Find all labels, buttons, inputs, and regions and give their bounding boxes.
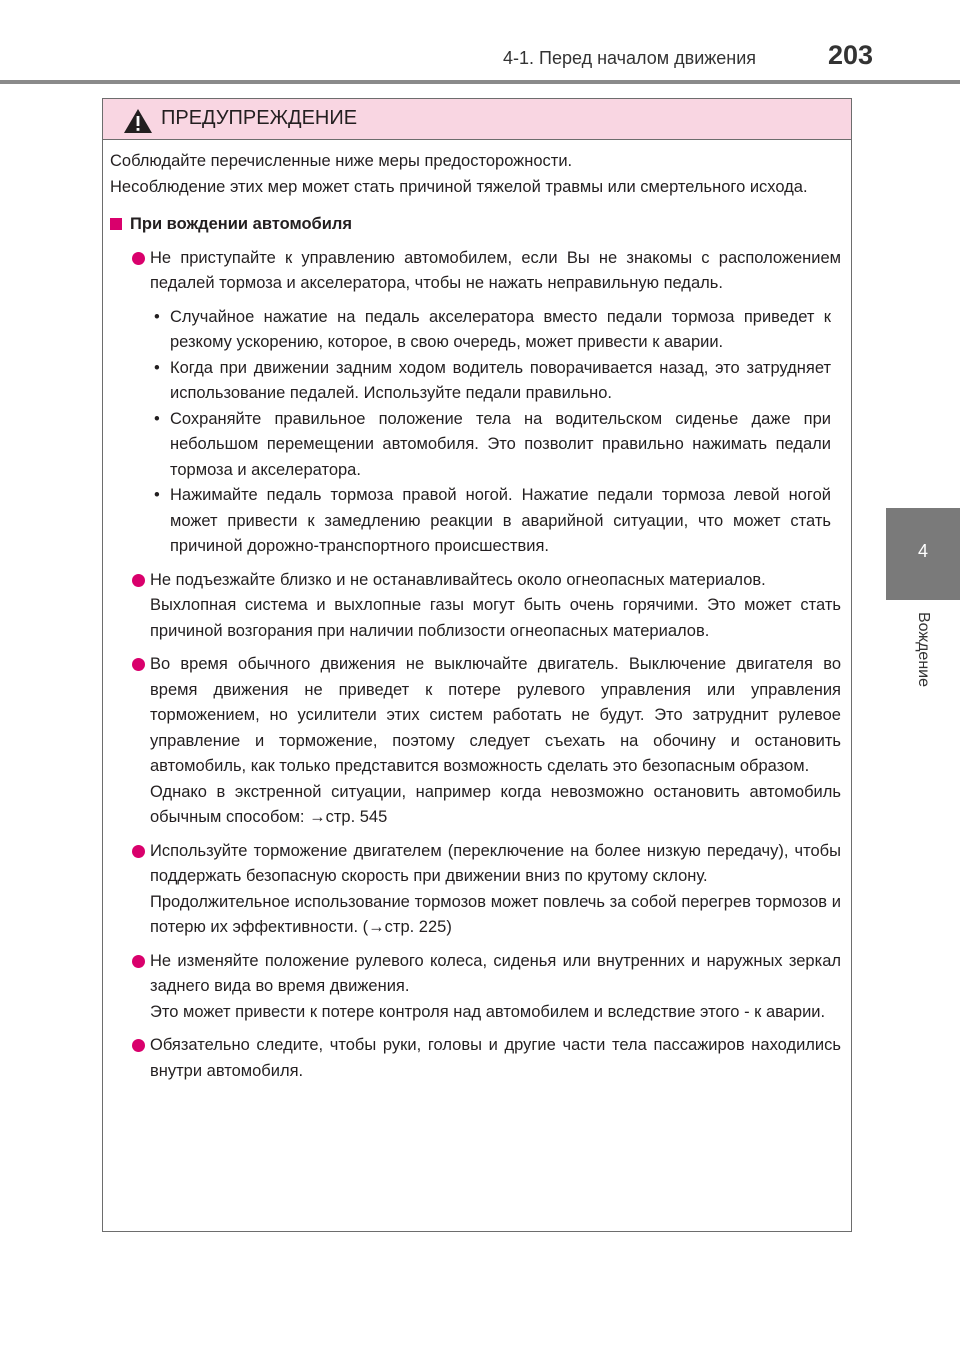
chapter-label: Вождение	[915, 612, 932, 687]
warning-item	[110, 568, 841, 645]
page-number: 203	[828, 40, 874, 70]
item-paragraph: Это может привести к потере контроля над автомобилем и вследствие этого - к аварии.	[150, 1002, 826, 1021]
sub-bullet: • Случайное нажатие на педаль акселератора вместо педали тормоза приведет к резкому ускорению, которое, в свою очередь, может привести к аварии.	[154, 307, 831, 351]
sub-bullet: • Сохраняйте правильное положение тела на водительском сиденье даже при небольшом перемещении автомобиля. Это позволит правильно нажимать педали тормоза и акселератора.	[154, 409, 831, 479]
item-paragraph: Однако в экстренной ситуации, например когда невозможно остановить автомобиль обычным способом: →стр. 545	[150, 782, 841, 826]
intro-line: Соблюдайте перечисленные ниже меры предосторожности.	[110, 152, 573, 170]
warning-item	[110, 652, 841, 831]
circle-bullet-icon	[132, 658, 145, 671]
warning-item	[110, 949, 841, 1026]
circle-bullet-icon	[132, 845, 145, 858]
intro-line: Несоблюдение этих мер может стать причиной тяжелой травмы или смертельного исхода.	[110, 177, 808, 196]
warning-item	[110, 246, 841, 560]
warning-box	[102, 98, 852, 1232]
square-bullet-icon	[110, 218, 122, 230]
item-paragraph: Не подъезжайте близко и не останавливайтесь около огнеопасных материалов.	[150, 570, 766, 589]
item-paragraph: Используйте торможение двигателем (переключение на более низкую передачу), чтобы поддержать безопасную скорость при движении вниз по крутому склону.	[150, 841, 841, 885]
section-title: 4-1. Перед началом движения	[503, 48, 757, 68]
item-paragraph: Обязательно следите, чтобы руки, головы и другие части тела пассажиров находились внутри автомобиля.	[150, 1036, 841, 1080]
section-heading	[110, 212, 841, 238]
warning-header	[103, 99, 851, 140]
circle-bullet-icon	[132, 1039, 145, 1052]
item-paragraph: Продолжительное использование тормозов может повлечь за собой перегрев тормозов и потерю их эффективности. (→стр. 225)	[150, 892, 841, 936]
circle-bullet-icon	[132, 574, 145, 587]
item-paragraph: Не приступайте к управлению автомобилем, если Вы не знакомы с расположением педалей тормоза и акселератора, чтобы не нажать неправильную педаль.	[150, 248, 841, 292]
header-divider	[0, 80, 960, 84]
sub-bullet-list	[150, 305, 841, 560]
circle-bullet-icon	[132, 252, 145, 265]
section-heading-text: При вождении автомобиля	[130, 215, 352, 233]
warning-title: ПРЕДУПРЕЖДЕНИЕ	[161, 107, 358, 129]
warning-content	[103, 149, 851, 1092]
sub-bullet: • Когда при движении задним ходом водитель поворачивается назад, это затрудняет использование педалей. Используйте педали правильно.	[154, 358, 831, 402]
circle-bullet-icon	[132, 955, 145, 968]
item-paragraph: Выхлопная система и выхлопные газы могут быть очень горячими. Это может стать причиной возгорания при наличии поблизости огнеопасных материалов.	[150, 596, 841, 640]
warning-item	[110, 839, 841, 941]
item-paragraph: Во время обычного движения не выключайте двигатель. Выключение двигателя во время движения не приведет к потере рулевого управления или управления торможением, но усилители этих систем работать не будут. Это затруднит рулевое управление и торможение, поэтому следует съехать на обочину и остановить автомобиль, как только представится возможность сделать это безопасным образом.	[150, 655, 841, 775]
chapter-tab	[886, 508, 960, 600]
item-paragraph: Не изменяйте положение рулевого колеса, сиденья или внутренних и наружных зеркал заднего вида во время движения.	[150, 951, 841, 995]
warning-triangle-icon	[123, 108, 153, 134]
warning-item	[110, 1033, 841, 1084]
chapter-number: 4	[917, 541, 928, 561]
sub-bullet: • Нажимайте педаль тормоза правой ногой. Нажатие педали тормоза левой ногой может привести к замедлению реакции в аварийной ситуации, что может стать причиной дорожно-транспортного происшествия.	[154, 486, 831, 555]
